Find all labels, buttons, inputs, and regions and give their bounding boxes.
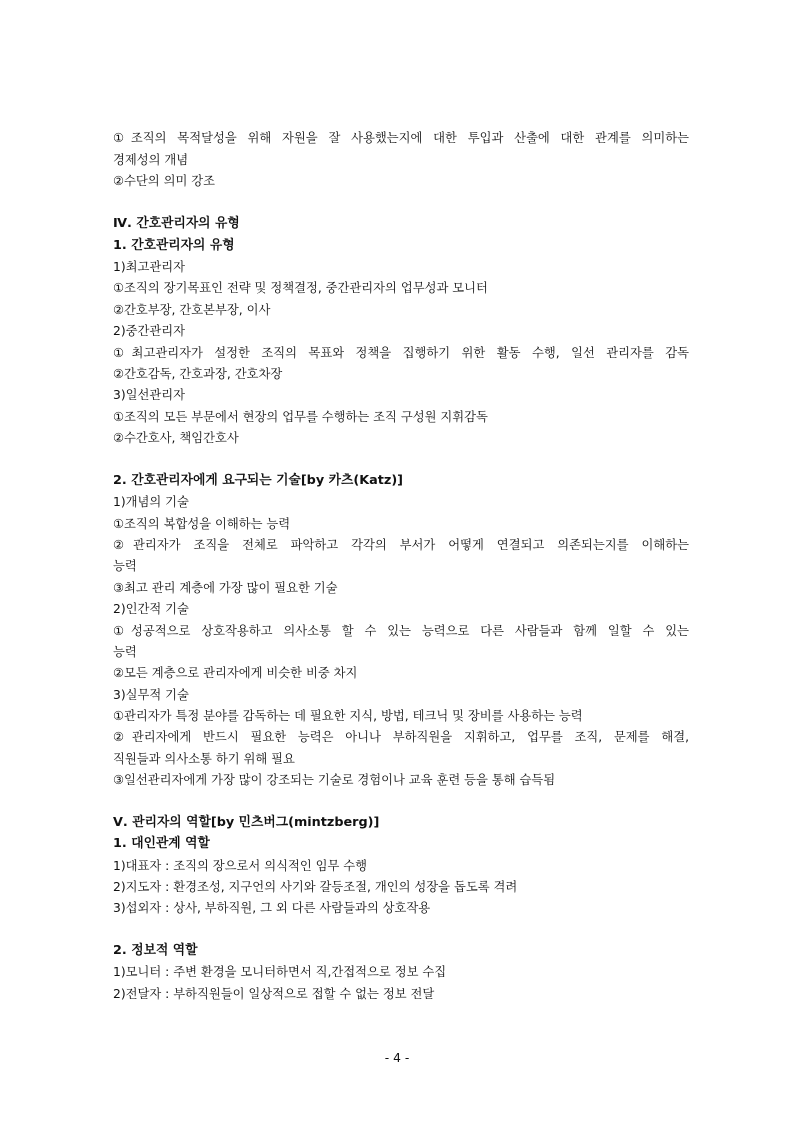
- subsection-heading: 1. 대인관계 역할: [113, 836, 210, 851]
- text-line: ②수간호사, 책임간호사: [113, 431, 239, 445]
- section-heading: Ⅴ. 관리자의 역할[by 민츠버그(mintzberg)]: [113, 815, 380, 830]
- text-line: 2)중간관리자: [113, 324, 186, 338]
- subsection-heading: 1. 간호관리자의 유형: [113, 238, 235, 253]
- text-line: ②모든 계층으로 관리자에게 비슷한 비중 차지: [113, 666, 358, 680]
- text-line: 2)전달자 : 부하직원들이 일상적으로 접할 수 없는 정보 전달: [113, 987, 435, 1001]
- text-line: 1)최고관리자: [113, 260, 186, 274]
- text-line: 2)인간적 기술: [113, 602, 189, 616]
- text-line: 2)지도자 : 환경조성, 지구언의 사기와 갈등조절, 개인의 성장을 돕도록 격려: [113, 880, 518, 894]
- text-line: 3)실무적 기술: [113, 688, 189, 702]
- text-line: ①최고관리자가 설정한 조직의 목표와 정책을 집행하기 위한 활동 수행, 일선 관리자를 감독: [113, 346, 689, 360]
- text-line: 능력: [113, 559, 137, 573]
- page-number: - 4 -: [384, 1051, 410, 1065]
- text-line: ①성공적으로 상호작용하고 의사소통 할 수 있는 능력으로 다른 사람들과 함께 일할 수 있는: [113, 624, 689, 638]
- text-line: 직원들과 의사소통 하기 위해 필요: [113, 752, 295, 766]
- text-line: 3)일선관리자: [113, 388, 186, 402]
- text-line: ②수단의 의미 강조: [113, 174, 215, 188]
- text-line: ②간호감독, 간호과장, 간호차장: [113, 367, 283, 381]
- text-line: ①조직의 복합성을 이해하는 능력: [113, 517, 291, 531]
- text-line: 경제성의 개념: [113, 153, 189, 167]
- text-line: 3)섭외자 : 상사, 부하직원, 그 외 다른 사람들과의 상호작용: [113, 901, 431, 915]
- text-line: ③최고 관리 계층에 가장 많이 필요한 기술: [113, 581, 338, 595]
- text-line: ①조직의 모든 부문에서 현장의 업무를 수행하는 조직 구성원 지휘감독: [113, 410, 488, 424]
- text-line: ②간호부장, 간호본부장, 이사: [113, 303, 271, 317]
- section-heading: Ⅳ. 간호관리자의 유형: [113, 216, 240, 231]
- text-line: ②관리자에게 반드시 필요한 능력은 아니나 부하직원을 지휘하고, 업무를 조직, 문제를 해결,: [113, 730, 689, 744]
- text-line: 능력: [113, 645, 137, 659]
- text-line: 1)대표자 : 조직의 장으로서 의식적인 임무 수행: [113, 859, 368, 873]
- text-line: ①조직의 목적달성을 위해 자원을 잘 사용했는지에 대한 투입과 산출에 대한 관계를 의미하는: [113, 131, 689, 145]
- subsection-heading: 2. 간호관리자에게 요구되는 기술[by 카츠(Katz)]: [113, 473, 404, 488]
- text-line: 1)개념의 기술: [113, 495, 189, 509]
- subsection-heading: 2. 정보적 역할: [113, 943, 198, 958]
- text-line: 1)모니터 : 주변 환경을 모니터하면서 직,간접적으로 정보 수집: [113, 965, 447, 979]
- text-line: ③일선관리자에게 가장 많이 강조되는 기술로 경험이나 교육 훈련 등을 통해 습득됨: [113, 773, 556, 787]
- text-line: ②관리자가 조직을 전체로 파악하고 각각의 부서가 어떻게 연결되고 의존되는지를 이해하는: [113, 538, 689, 552]
- text-line: ①조직의 장기목표인 전략 및 정책결정, 중간관리자의 업무성과 모니터: [113, 281, 488, 295]
- text-line: ①관리자가 특정 분야를 감독하는 데 필요한 지식, 방법, 테크닉 및 장비를 사용하는 능력: [113, 709, 583, 723]
